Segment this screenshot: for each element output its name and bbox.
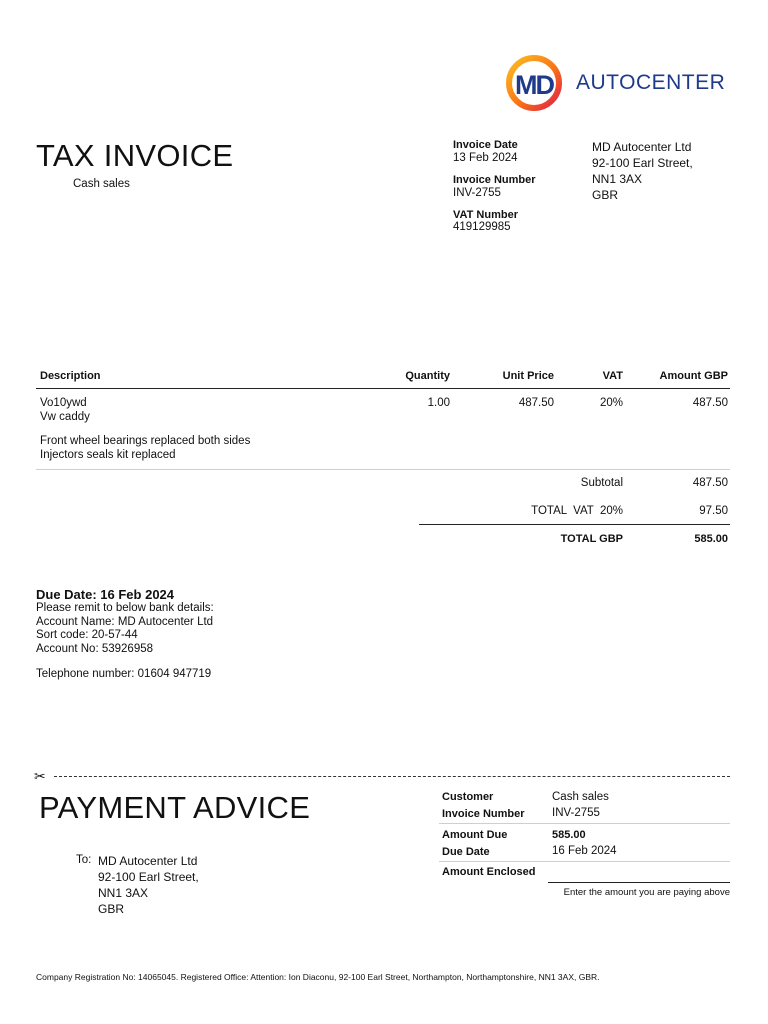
advice-to-line: NN1 3AX xyxy=(98,886,149,900)
col-header-vat: VAT xyxy=(602,370,623,382)
amount-enclosed-field[interactable] xyxy=(548,882,730,883)
item-description-line: Vo10ywd xyxy=(40,397,87,409)
bank-details-line: Please remit to below bank details: xyxy=(36,602,214,614)
bank-details-line: Sort code: 20-57-44 xyxy=(36,629,138,641)
amount-enclosed-hint: Enter the amount you are paying above xyxy=(563,887,730,898)
col-header-description: Description xyxy=(40,370,101,382)
table-row-divider xyxy=(36,469,730,470)
total-value: 585.00 xyxy=(694,533,728,545)
item-note-line: Front wheel bearings replaced both sides xyxy=(40,435,251,447)
advice-to-line: GBR xyxy=(98,902,125,916)
company-logo xyxy=(503,54,728,112)
item-description-line: Vw caddy xyxy=(40,410,90,423)
advice-to-label: To: xyxy=(76,854,92,866)
cut-line xyxy=(54,776,730,777)
logo-wordmark: AUTOCENTER xyxy=(576,71,726,94)
amount-enclosed-label: Amount Enclosed xyxy=(442,866,536,878)
item-description xyxy=(40,397,250,462)
item-note-line: Injectors seals kit replaced xyxy=(40,448,176,461)
bank-details xyxy=(36,602,214,656)
invoice-date-value: 13 Feb 2024 xyxy=(453,152,518,164)
company-address-line: 92-100 Earl Street, xyxy=(592,156,693,170)
scissors-icon: ✂ xyxy=(34,768,46,784)
col-header-amount: Amount GBP xyxy=(659,370,728,382)
amount-due-label: Amount Due xyxy=(442,829,508,841)
totals-divider xyxy=(419,524,730,525)
company-address xyxy=(592,139,693,203)
logo-mark-text: MD xyxy=(515,70,553,100)
advice-divider xyxy=(439,861,730,862)
advice-number-value: INV-2755 xyxy=(552,807,600,819)
company-address-line: MD Autocenter Ltd xyxy=(592,140,692,154)
item-quantity: 1.00 xyxy=(427,397,450,409)
advice-divider xyxy=(439,823,730,824)
advice-to-line: 92-100 Earl Street, xyxy=(98,870,199,884)
invoice-date-label: Invoice Date xyxy=(453,139,518,151)
subtotal-value: 487.50 xyxy=(692,477,728,489)
invoice-number-value: INV-2755 xyxy=(453,187,501,199)
col-header-unit-price: Unit Price xyxy=(502,370,554,382)
advice-to-address xyxy=(98,853,199,917)
invoice-number-label: Invoice Number xyxy=(453,174,536,186)
invoice-title: TAX INVOICE xyxy=(36,138,234,173)
advice-number-label: Invoice Number xyxy=(442,808,525,820)
advice-due-date-value: 16 Feb 2024 xyxy=(552,845,617,857)
footer-registration: Company Registration No: 14065045. Registered Office: Attention: Ion Diaconu, 92-100 Earl Street, Northampton, Northamptonshire, NN1 3AX, GBR. xyxy=(36,972,600,982)
bill-to-customer: Cash sales xyxy=(73,178,130,190)
total-label: TOTAL GBP xyxy=(560,533,623,545)
company-address-line: NN1 3AX xyxy=(592,172,643,186)
md-logo-icon xyxy=(503,54,569,112)
col-header-quantity: Quantity xyxy=(405,370,450,382)
bank-details-line: Account Name: MD Autocenter Ltd xyxy=(36,615,214,628)
subtotal-label: Subtotal xyxy=(580,477,623,489)
total-vat-label: TOTAL VAT 20% xyxy=(531,505,623,517)
advice-to-line: MD Autocenter Ltd xyxy=(98,854,198,868)
due-date-heading: Due Date: 16 Feb 2024 xyxy=(36,587,175,602)
amount-due-value: 585.00 xyxy=(552,829,586,841)
payment-advice-title: PAYMENT ADVICE xyxy=(39,790,311,825)
telephone-number: Telephone number: 01604 947719 xyxy=(36,668,212,680)
item-amount: 487.50 xyxy=(692,397,728,409)
total-vat-value: 97.50 xyxy=(699,505,728,517)
bank-details-line: Account No: 53926958 xyxy=(36,642,154,655)
table-header-divider xyxy=(36,388,730,389)
advice-customer-label: Customer xyxy=(442,791,494,803)
advice-due-date-label: Due Date xyxy=(442,846,490,858)
vat-number-label: VAT Number xyxy=(453,209,518,221)
vat-number-value: 419129985 xyxy=(453,221,511,233)
item-unit-price: 487.50 xyxy=(518,397,554,409)
item-vat: 20% xyxy=(599,397,623,409)
company-address-line: GBR xyxy=(592,188,619,202)
advice-customer-value: Cash sales xyxy=(552,791,609,803)
